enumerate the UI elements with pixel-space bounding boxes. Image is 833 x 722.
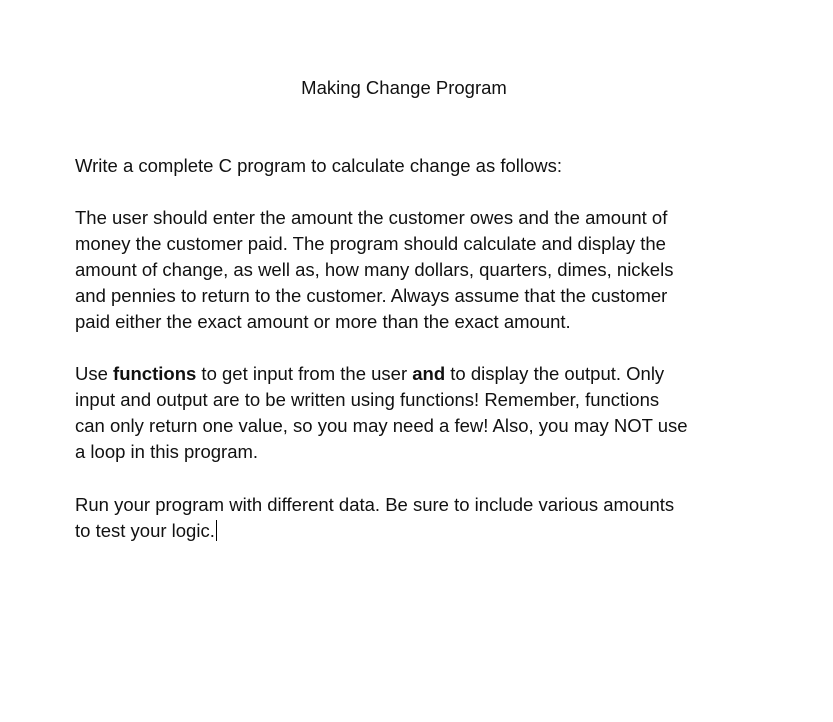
intro-line: Write a complete C program to calculate change as follows: [75,155,563,176]
paragraph-line: input and output are to be written using functions! Remember, functions [75,389,660,410]
intro-paragraph [75,153,755,179]
bold-and: and [412,363,446,384]
paragraph-line: The user should enter the amount the customer owes and the amount of [75,207,668,228]
functions-paragraph [75,361,755,465]
paragraph-line [75,361,755,387]
paragraph-line-last [75,518,755,544]
testing-paragraph [75,492,755,544]
text-run: Use [75,363,114,384]
paragraph-line: paid either the exact amount or more than the exact amount. [75,311,571,332]
paragraph-line: and pennies to return to the customer. Always assume that the customer [75,285,668,306]
document-title: Making Change Program [301,77,507,98]
paragraph-line: a loop in this program. [75,441,259,462]
text-run: to get input from the user [196,363,413,384]
text-run: to test your logic. [75,520,215,541]
text-cursor [216,520,217,541]
bold-functions: functions [113,363,197,384]
text-run: to display the output. Only [445,363,665,384]
paragraph-line: money the customer paid. The program should calculate and display the [75,233,666,254]
requirements-paragraph [75,205,755,335]
paragraph-line: amount of change, as well as, how many dollars, quarters, dimes, nickels [75,259,674,280]
paragraph-line: Run your program with different data. Be sure to include various amounts [75,494,675,515]
paragraph-line: can only return one value, so you may need a few! Also, you may NOT use [75,415,688,436]
